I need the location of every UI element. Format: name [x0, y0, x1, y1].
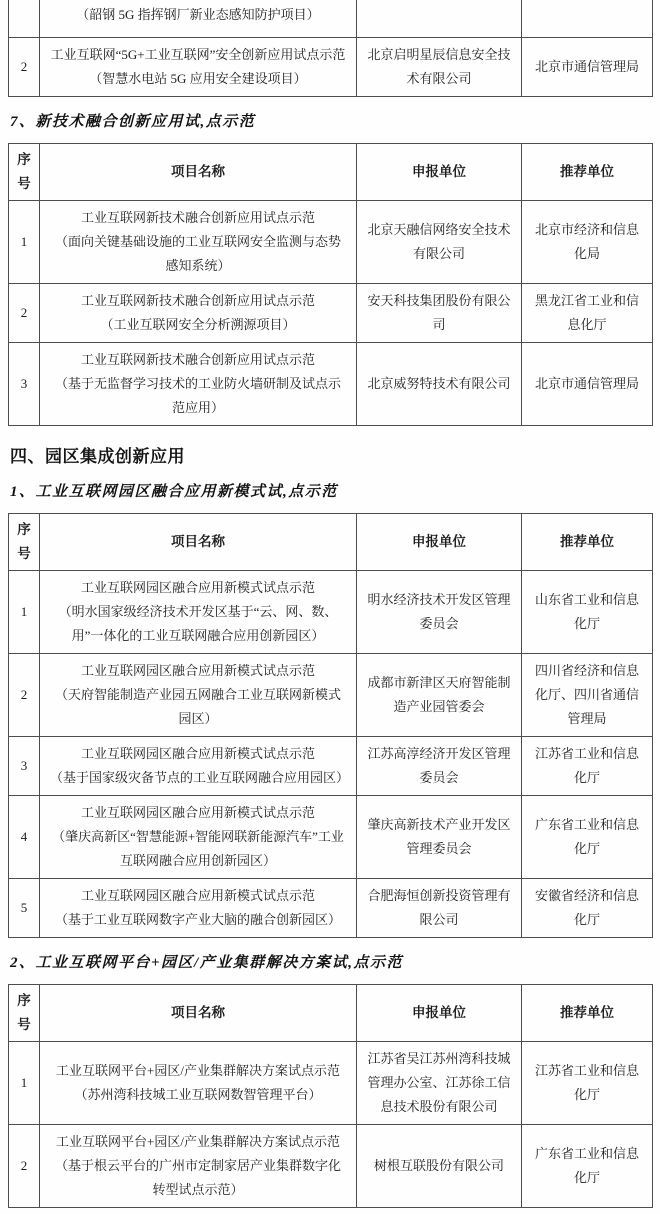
project-title: 工业互联网园区融合应用新模式试点示范	[80, 746, 315, 761]
applicant-cell: 北京天融信网络安全技术有限公司	[357, 201, 522, 284]
col-header-project: 项目名称	[40, 514, 357, 571]
col-header-recommender: 推荐单位	[522, 985, 653, 1042]
table-header-row	[9, 514, 653, 571]
table-header-row	[9, 144, 653, 201]
row-number-cell: 3	[9, 737, 40, 796]
table-row	[9, 796, 653, 879]
project-subtitle: （面向关键基础设施的工业互联网安全监测与态势感知系统）	[54, 234, 341, 273]
table-row	[9, 201, 653, 284]
project-subtitle: （韶钢 5G 指挥钢厂新业态感知防护项目）	[76, 7, 320, 22]
col-header-applicant: 申报单位	[357, 144, 522, 201]
applicant-cell: 明水经济技术开发区管理委员会	[357, 571, 522, 654]
applicant-cell: 合肥海恒创新投资管理有限公司	[357, 879, 522, 938]
project-title: 工业互联网新技术融合创新应用试点示范	[80, 293, 315, 308]
table-row	[9, 343, 653, 426]
col-header-no: 序号	[9, 144, 40, 201]
projects-table-continued	[8, 0, 653, 97]
col-header-project: 项目名称	[40, 985, 357, 1042]
col-header-applicant: 申报单位	[357, 514, 522, 571]
row-number-cell: 2	[9, 1125, 40, 1208]
applicant-cell: 北京启明星辰信息安全技术有限公司	[357, 38, 522, 97]
recommender-cell: 四川省经济和信息化厅、四川省通信管理局	[522, 654, 653, 737]
project-name-cell	[40, 796, 357, 879]
section-heading-7: 7、新技术融合创新应用试,点示范	[10, 114, 256, 130]
project-subtitle: （天府智能制造产业园五网融合工业互联网新模式园区）	[54, 687, 341, 726]
recommender-cell: 北京市经济和信息化局	[522, 201, 653, 284]
project-name-cell	[40, 879, 357, 938]
applicant-cell: 成都市新津区天府智能制造产业园管委会	[357, 654, 522, 737]
project-subtitle: （基于无监督学习技术的工业防火墙研制及试点示范应用）	[54, 376, 341, 415]
applicant-cell	[357, 0, 522, 38]
col-header-no: 序号	[9, 985, 40, 1042]
applicant-cell: 江苏高淳经济开发区管理委员会	[357, 737, 522, 796]
applicant-cell: 树根互联股份有限公司	[357, 1125, 522, 1208]
col-header-project: 项目名称	[40, 144, 357, 201]
table-row	[9, 654, 653, 737]
project-title: 工业互联网园区融合应用新模式试点示范	[80, 888, 315, 903]
applicant-cell: 安天科技集团股份有限公司	[357, 284, 522, 343]
row-number-cell: 4	[9, 796, 40, 879]
project-name-cell	[40, 571, 357, 654]
projects-table-sec7	[8, 143, 653, 426]
col-header-no: 序号	[9, 514, 40, 571]
recommender-cell: 安徽省经济和信息化厅	[522, 879, 653, 938]
recommender-cell: 黑龙江省工业和信息化厅	[522, 284, 653, 343]
project-name-cell	[40, 1125, 357, 1208]
table-row	[9, 879, 653, 938]
table-row	[9, 38, 653, 97]
project-title: 工业互联网平台+园区/产业集群解决方案试点示范	[56, 1063, 340, 1078]
applicant-cell: 北京威努特技术有限公司	[357, 343, 522, 426]
recommender-cell: 北京市通信管理局	[522, 38, 653, 97]
col-header-recommender: 推荐单位	[522, 144, 653, 201]
subsection-heading-1: 1、工业互联网园区融合应用新模式试,点示范	[10, 484, 338, 500]
recommender-cell	[522, 0, 653, 38]
recommender-cell: 广东省工业和信息化厅	[522, 796, 653, 879]
project-name-cell	[40, 38, 357, 97]
project-subtitle: （智慧水电站 5G 应用安全建设项目）	[89, 71, 307, 86]
recommender-cell: 北京市通信管理局	[522, 343, 653, 426]
row-number-cell: 1	[9, 571, 40, 654]
section-heading-4: 四、园区集成创新应用	[10, 447, 185, 466]
project-title: 工业互联网“5G+工业互联网”安全创新应用试点示范	[50, 47, 346, 62]
projects-table-sub2	[8, 984, 653, 1208]
row-number-cell: 1	[9, 201, 40, 284]
project-name-cell	[40, 737, 357, 796]
table-row	[9, 1042, 653, 1125]
project-name-cell	[40, 0, 357, 38]
row-number-cell: 2	[9, 38, 40, 97]
project-title: 工业互联网新技术融合创新应用试点示范	[80, 210, 315, 225]
project-name-cell	[40, 654, 357, 737]
project-title: 工业互联网新技术融合创新应用试点示范	[80, 352, 315, 367]
table-row	[9, 571, 653, 654]
recommender-cell: 江苏省工业和信息化厅	[522, 1042, 653, 1125]
row-number-cell: 2	[9, 654, 40, 737]
project-name-cell	[40, 201, 357, 284]
table-header-row	[9, 985, 653, 1042]
project-name-cell	[40, 1042, 357, 1125]
project-name-cell	[40, 284, 357, 343]
project-name-cell	[40, 343, 357, 426]
table-row-partial	[9, 0, 653, 38]
row-number-cell: 3	[9, 343, 40, 426]
table-row	[9, 1125, 653, 1208]
applicant-cell: 肇庆高新技术产业开发区管理委员会	[357, 796, 522, 879]
recommender-cell: 广东省工业和信息化厅	[522, 1125, 653, 1208]
row-number-cell: 1	[9, 1042, 40, 1125]
project-subtitle: （明水国家级经济技术开发区基于“云、网、数、用”一体化的工业互联网融合应用创新园区）	[58, 604, 338, 643]
project-title: 工业互联网平台+园区/产业集群解决方案试点示范	[56, 1134, 340, 1149]
project-title: 工业互联网园区融合应用新模式试点示范	[80, 580, 315, 595]
recommender-cell: 江苏省工业和信息化厅	[522, 737, 653, 796]
project-subtitle: （基于根云平台的广州市定制家居产业集群数字化转型试点示范）	[54, 1158, 341, 1197]
project-subtitle: （苏州湾科技城工业互联网数智管理平台）	[74, 1087, 322, 1102]
recommender-cell: 山东省工业和信息化厅	[522, 571, 653, 654]
project-title: 工业互联网园区融合应用新模式试点示范	[80, 805, 315, 820]
row-number-cell: 5	[9, 879, 40, 938]
project-title: 工业互联网园区融合应用新模式试点示范	[80, 663, 315, 678]
table-row	[9, 737, 653, 796]
table-row	[9, 284, 653, 343]
subsection-heading-2: 2、工业互联网平台+园区/产业集群解决方案试,点示范	[10, 955, 403, 971]
applicant-cell: 江苏省吴江苏州湾科技城管理办公室、江苏徐工信息技术股份有限公司	[357, 1042, 522, 1125]
projects-table-sub1	[8, 513, 653, 938]
row-number-cell	[9, 0, 40, 38]
project-subtitle: （基于国家级灾备节点的工业互联网融合应用园区）	[50, 770, 350, 785]
col-header-recommender: 推荐单位	[522, 514, 653, 571]
col-header-applicant: 申报单位	[357, 985, 522, 1042]
project-subtitle: （基于工业互联网数字产业大脑的融合创新园区）	[54, 912, 341, 927]
project-subtitle: （肇庆高新区“智慧能源+智能网联新能源汽车”工业互联网融合应用创新园区）	[52, 829, 344, 868]
row-number-cell: 2	[9, 284, 40, 343]
project-subtitle: （工业互联网安全分析溯源项目）	[100, 317, 296, 332]
